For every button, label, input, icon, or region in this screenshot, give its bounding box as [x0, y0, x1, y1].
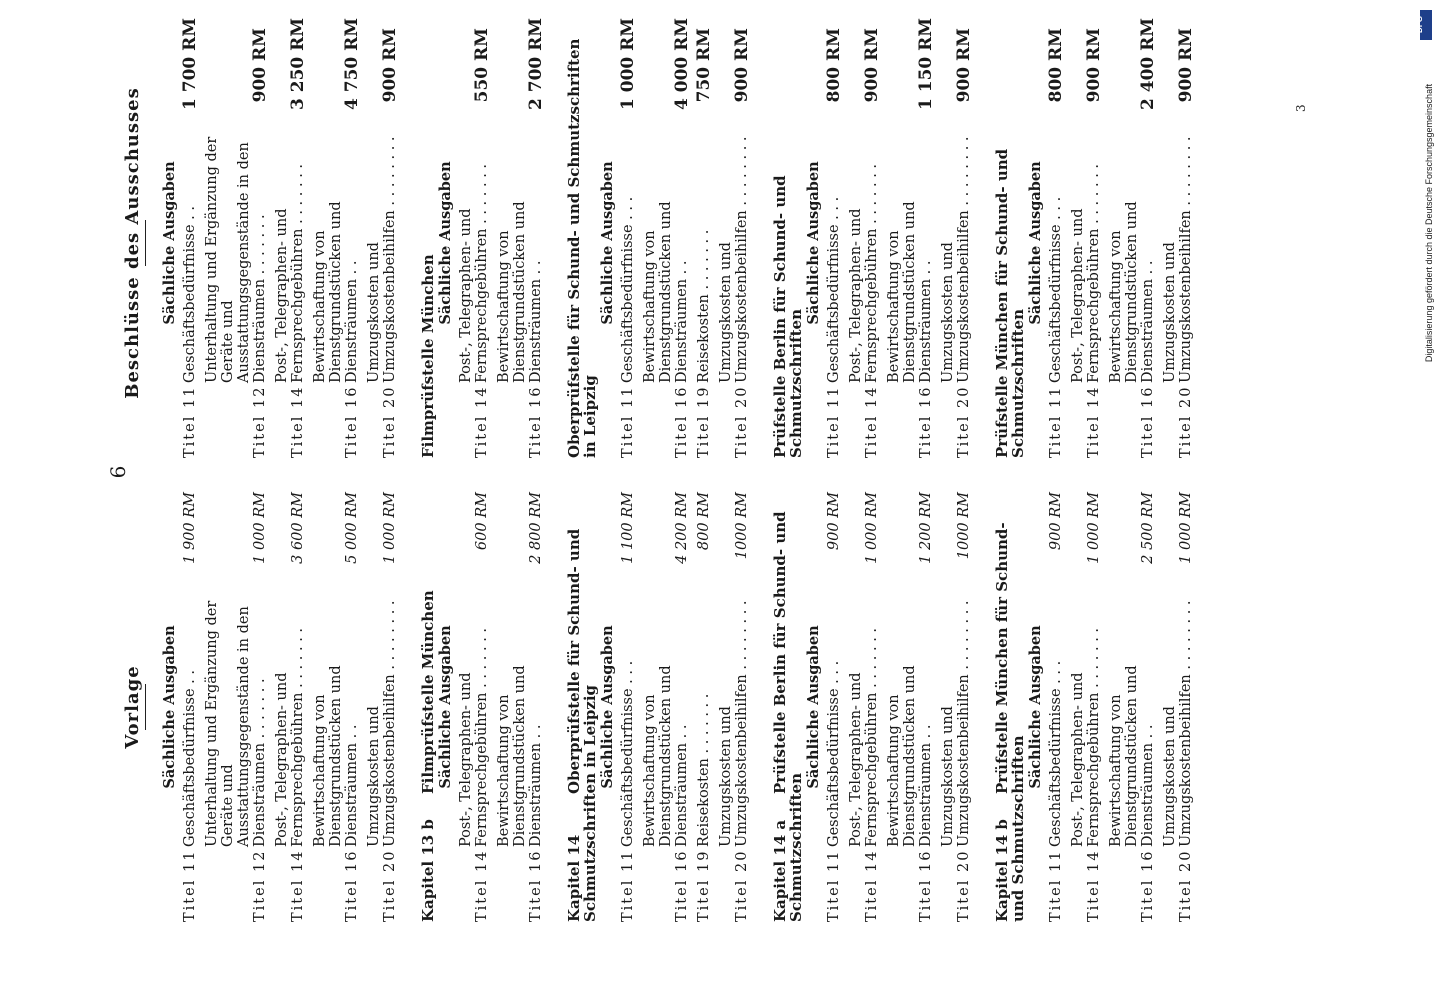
item-description: Unterhaltung und Ergänzung der Geräte und Ausstattungsgegenstände in den Diensträumen . . . . . . . [204, 136, 268, 383]
item-amount: 600 RM [474, 492, 490, 551]
section-title-text: Prüfstelle Berlin für Schund- und Schmutzschriften [771, 511, 805, 922]
kapitel-label: Kapitel 14 [565, 834, 583, 922]
dfg-logo: DFG [1420, 10, 1432, 40]
titel-label: Titel 20 [1178, 849, 1194, 922]
titel-label: Titel 14 [290, 849, 306, 922]
section-title-text: Oberprüfstelle für Schund- und Schmutzschriften in Leipzig [565, 528, 599, 922]
titel-label: Titel 11 [182, 385, 198, 458]
item-amount: 800 RM [696, 492, 712, 551]
item-amount: 3 600 RM [290, 492, 306, 564]
item-amount: 800 RM [1046, 28, 1066, 103]
titel-label: Titel 14 [474, 849, 490, 922]
budget-line-item [458, 492, 490, 922]
left-column-title: Vorlage [122, 665, 143, 749]
right-column [122, 17, 1200, 458]
budget-line-item [274, 17, 308, 458]
titel-label: Titel 11 [1048, 849, 1064, 922]
budget-line-item [458, 28, 490, 458]
titel-label: Titel 20 [1178, 385, 1194, 458]
item-amount: 1 000 RM [864, 492, 880, 564]
item-description: Geschäftsbedürfnisse . . . [620, 196, 636, 383]
titel-label: Titel 16 [344, 385, 360, 458]
item-description: Bewirtschaftung von Dienstgrundstücken und Diensträumen . . [1108, 201, 1156, 383]
item-description: Bewirtschaftung von Dienstgrundstücken und Diensträumen . . [642, 201, 690, 383]
section-title-text: Filmprüfstelle München [419, 254, 437, 458]
item-description: Bewirtschaftung von Dienstgrundstücken und Diensträumen . . [312, 665, 360, 847]
section-subtitle: Sächliche Ausgaben [599, 161, 616, 325]
titel-label: Titel 20 [382, 849, 398, 922]
budget-line-item [1108, 17, 1158, 458]
item-description: Umzugskosten und Umzugskostenbeihilfen . . . . . . . . [718, 136, 750, 383]
budget-line-item [496, 17, 546, 458]
budget-line-item [1108, 492, 1156, 922]
item-amount: 1 000 RM [1178, 492, 1194, 564]
item-description: Umzugskosten und Umzugskostenbeihilfen . . . . . . . . [940, 136, 972, 383]
titel-label: Titel 16 [344, 849, 360, 922]
item-description: Post-, Telegraphen- und Fernsprechgebühren . . . . . . . [458, 163, 490, 383]
item-amount: 1 700 RM [180, 17, 200, 110]
item-description: Post-, Telegraphen- und Fernsprechgebühren . . . . . . . [1070, 163, 1102, 383]
item-amount: 900 RM [250, 28, 270, 103]
page-number: 6 [106, 465, 130, 479]
item-amount: 2 500 RM [1140, 492, 1156, 564]
budget-line-item [940, 28, 972, 458]
item-description: Umzugskosten und Umzugskostenbeihilfen . . . . . . . . [940, 600, 972, 847]
rotated-page-content [70, 0, 1330, 960]
section-title-text: Filmprüfstelle München [419, 590, 437, 794]
item-description: Umzugskosten und Umzugskostenbeihilfen . . . . . . . . [1162, 136, 1194, 383]
titel-label: Titel 14 [474, 385, 490, 458]
budget-line-item [886, 492, 934, 922]
titel-label: Titel 16 [528, 849, 544, 922]
item-amount: 1 900 RM [182, 492, 198, 564]
left-column [122, 492, 1200, 922]
budget-line-item [366, 28, 398, 458]
budget-line-item [1162, 28, 1194, 458]
titel-label: Titel 11 [826, 385, 842, 458]
item-description: Bewirtschaftung von Dienstgrundstücken und Diensträumen . . [642, 665, 690, 847]
titel-label: Titel 20 [956, 385, 972, 458]
section-title-text: Oberprüfstelle für Schund- und Schmutzschriften in Leipzig [565, 38, 599, 458]
section-header [420, 492, 436, 922]
item-amount: 2 800 RM [528, 492, 544, 564]
titel-label: Titel 14 [1086, 385, 1102, 458]
budget-line-item [718, 492, 750, 922]
section-title-text: Prüfstelle München für Schund- und Schmutzschriften [993, 148, 1027, 458]
item-amount: 1 000 RM [1086, 492, 1102, 564]
budget-line-item [274, 492, 306, 922]
budget-line-item [696, 28, 712, 458]
item-description: Post-, Telegraphen- und Fernsprechgebühren . . . . . . . [274, 627, 306, 847]
section-subtitle: Sächliche Ausgaben [437, 161, 454, 325]
section-subtitle: Sächliche Ausgaben [161, 625, 178, 789]
budget-line-item [1070, 492, 1102, 922]
titel-label: Titel 12 [252, 385, 268, 458]
item-amount: 900 RM [862, 28, 882, 103]
item-amount: 4 000 RM [672, 17, 692, 110]
titel-label: Titel 11 [620, 385, 636, 458]
item-description: Umzugskosten und Umzugskostenbeihilfen . . . . . . . . [718, 600, 750, 847]
titel-label: Titel 16 [918, 849, 934, 922]
budget-line-item [826, 492, 842, 922]
item-description: Bewirtschaftung von Dienstgrundstücken und Diensträumen . . [496, 201, 544, 383]
budget-line-item [718, 28, 750, 458]
footer-page-number: 3 [1294, 104, 1308, 112]
titel-label: Titel 20 [734, 849, 750, 922]
item-amount: 900 RM [380, 28, 400, 103]
titel-label: Titel 20 [382, 385, 398, 458]
item-description: Geschäftsbedürfnisse . . . [826, 196, 842, 383]
titel-label: Titel 16 [1140, 385, 1156, 458]
section-header [566, 28, 598, 458]
budget-line-item [696, 492, 712, 922]
titel-label: Titel 14 [864, 385, 880, 458]
titel-label: Titel 14 [1086, 849, 1102, 922]
item-description: Post-, Telegraphen- und Fernsprechgebühren . . . . . . . [1070, 627, 1102, 847]
item-amount: 1000 RM [956, 492, 972, 560]
item-description: Geschäftsbedürfnisse . . [182, 205, 198, 383]
budget-line-item [642, 492, 690, 922]
titel-label: Titel 19 [696, 385, 712, 458]
section-subtitle: Sächliche Ausgaben [161, 161, 178, 325]
item-amount: 1 150 RM [916, 17, 936, 110]
titel-label: Titel 16 [918, 385, 934, 458]
section-subtitle: Sächliche Ausgaben [805, 161, 822, 325]
item-description: Post-, Telegraphen- und Fernsprechgebühren . . . . . . . [848, 627, 880, 847]
section-title-text: Prüfstelle Berlin für Schund- und Schmutzschriften [771, 175, 805, 458]
titel-label: Titel 16 [674, 385, 690, 458]
item-description: Post-, Telegraphen- und Fernsprechgebühren . . . . . . . [274, 163, 306, 383]
titel-label: Titel 12 [252, 849, 268, 922]
item-amount: 1 000 RM [618, 17, 638, 110]
item-amount: 2 700 RM [526, 17, 546, 110]
budget-line-item [312, 17, 362, 458]
section-header [566, 492, 598, 922]
item-amount: 2 400 RM [1138, 17, 1158, 110]
item-amount: 1 100 RM [620, 492, 636, 564]
section-title-text: Prüfstelle München für Schund- und Schmutzschriften [993, 522, 1027, 922]
section-header [420, 28, 436, 458]
budget-line-item [204, 28, 268, 458]
budget-line-item [848, 492, 880, 922]
item-description: Post-, Telegraphen- und Fernsprechgebühren . . . . . . . [848, 163, 880, 383]
kapitel-label: Kapitel 13 b [419, 819, 437, 922]
titel-label: Titel 20 [734, 385, 750, 458]
section-header [994, 492, 1026, 922]
item-amount: 550 RM [472, 28, 492, 103]
titel-label: Titel 11 [1048, 385, 1064, 458]
budget-line-item [366, 492, 398, 922]
budget-line-item [620, 492, 636, 922]
item-description: Post-, Telegraphen- und Fernsprechgebühren . . . . . . . [458, 627, 490, 847]
section-header [994, 28, 1026, 458]
item-description: Umzugskosten und Umzugskostenbeihilfen . . . . . . . . [1162, 600, 1194, 847]
kapitel-label: Kapitel 14 b [993, 819, 1011, 922]
section-subtitle: Sächliche Ausgaben [1027, 625, 1044, 789]
section-subtitle: Sächliche Ausgaben [437, 625, 454, 789]
budget-line-item [826, 28, 842, 458]
item-description: Bewirtschaftung von Dienstgrundstücken und Diensträumen . . [496, 665, 544, 847]
titel-label: Titel 20 [956, 849, 972, 922]
budget-line-item [886, 17, 936, 458]
titel-label: Titel 11 [620, 849, 636, 922]
item-amount: 1 200 RM [918, 492, 934, 564]
item-description: Unterhaltung und Ergänzung der Geräte und Ausstattungsgegenstände in den Diensträumen . . . . . . . [204, 600, 268, 847]
item-amount: 750 RM [694, 28, 714, 103]
item-amount: 900 RM [1084, 28, 1104, 103]
item-amount: 900 RM [732, 28, 752, 103]
title-rule [145, 684, 146, 730]
budget-line-item [848, 28, 880, 458]
item-amount: 4 200 RM [674, 492, 690, 564]
item-amount: 800 RM [824, 28, 844, 103]
budget-line-item [204, 492, 268, 922]
section-subtitle: Sächliche Ausgaben [599, 625, 616, 789]
budget-line-item [618, 17, 638, 458]
item-description: Geschäftsbedürfnisse . . . [620, 660, 636, 847]
budget-line-item [1070, 28, 1102, 458]
item-amount: 1 000 RM [252, 492, 268, 564]
titel-label: Titel 14 [864, 849, 880, 922]
item-description: Umzugskosten und Umzugskostenbeihilfen . . . . . . . . [366, 600, 398, 847]
titel-label: Titel 19 [696, 849, 712, 922]
item-description: Geschäftsbedürfnisse . . . [826, 660, 842, 847]
item-amount: 900 RM [826, 492, 842, 551]
item-description: Geschäftsbedürfnisse . . [182, 669, 198, 847]
section-header [772, 492, 804, 922]
budget-line-item [940, 492, 972, 922]
titel-label: Titel 14 [290, 385, 306, 458]
budget-line-item [1048, 492, 1064, 922]
item-description: Umzugskosten und Umzugskostenbeihilfen . . . . . . . . [366, 136, 398, 383]
budget-line-item [180, 17, 200, 458]
budget-line-item [1162, 492, 1194, 922]
titel-label: Titel 11 [826, 849, 842, 922]
item-amount: 1000 RM [734, 492, 750, 560]
right-column-title: Beschlüsse des Ausschusses [122, 87, 143, 399]
titel-label: Titel 16 [674, 849, 690, 922]
item-amount: 900 RM [954, 28, 974, 103]
item-description: Bewirtschaftung von Dienstgrundstücken und Diensträumen . . [886, 665, 934, 847]
item-amount: 4 750 RM [342, 17, 362, 110]
item-description: Bewirtschaftung von Dienstgrundstücken und Diensträumen . . [1108, 665, 1156, 847]
titel-label: Titel 16 [1140, 849, 1156, 922]
item-description: Bewirtschaftung von Dienstgrundstücken und Diensträumen . . [886, 201, 934, 383]
item-description: Geschäftsbedürfnisse . . . [1048, 196, 1064, 383]
titel-label: Titel 16 [528, 385, 544, 458]
budget-line-item [642, 17, 692, 458]
section-subtitle: Sächliche Ausgaben [805, 625, 822, 789]
item-amount: 1 000 RM [382, 492, 398, 564]
budget-line-item [312, 492, 360, 922]
item-amount: 900 RM [1176, 28, 1196, 103]
digitization-note: Digitalisierung gefördert durch die Deutsche Forschungsgemeinschaft [1424, 83, 1434, 363]
kapitel-label: Kapitel 14 a [771, 819, 789, 922]
title-rule [145, 220, 146, 266]
budget-line-item [1048, 28, 1064, 458]
item-amount: 5 000 RM [344, 492, 360, 564]
item-description: Reisekosten . . . . . . . [696, 229, 712, 383]
item-amount: 900 RM [1048, 492, 1064, 551]
budget-line-item [496, 492, 544, 922]
item-description: Bewirtschaftung von Dienstgrundstücken und Diensträumen . . [312, 201, 360, 383]
section-header [772, 28, 804, 458]
section-subtitle: Sächliche Ausgaben [1027, 161, 1044, 325]
item-description: Geschäftsbedürfnisse . . . [1048, 660, 1064, 847]
item-amount: 3 250 RM [288, 17, 308, 110]
budget-line-item [182, 492, 198, 922]
titel-label: Titel 11 [182, 849, 198, 922]
item-description: Reisekosten . . . . . . . [696, 693, 712, 847]
